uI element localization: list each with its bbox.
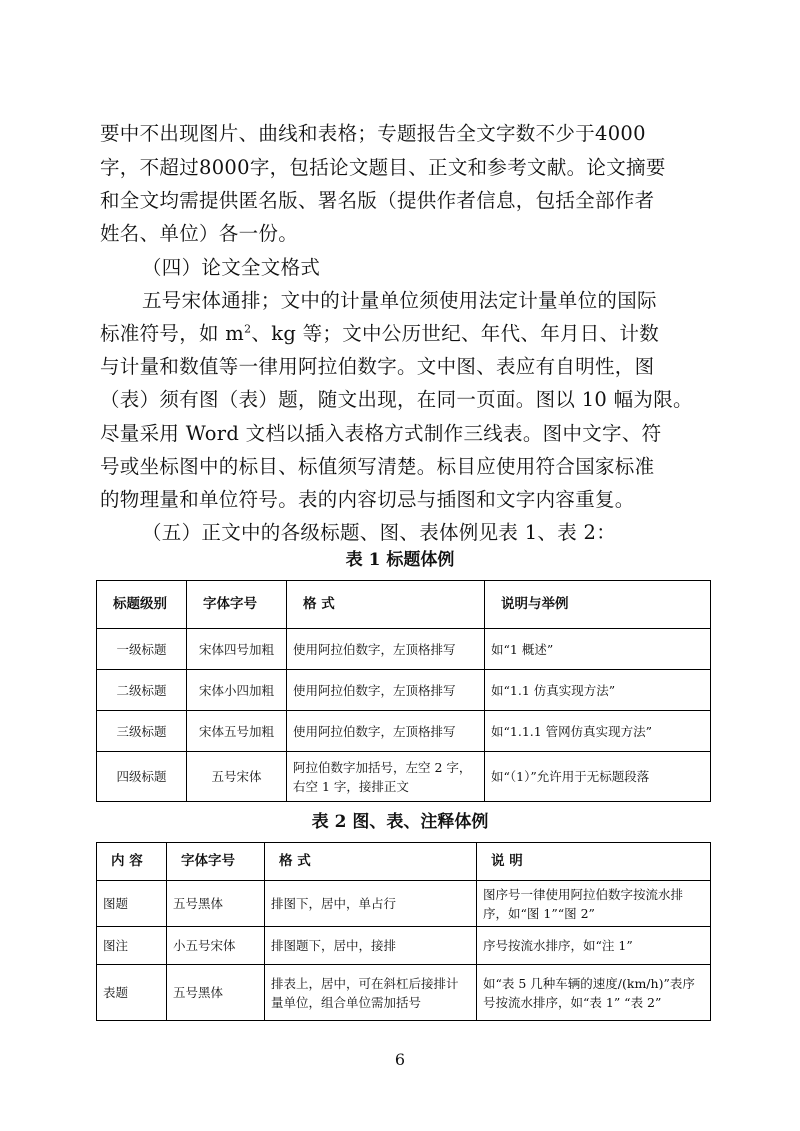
- table-cell: 如“（1）”允许用于无标题段落: [485, 752, 711, 802]
- table-header-cell: 格 式: [265, 843, 477, 881]
- table-cell: 小五号宋体: [167, 927, 265, 965]
- table-header-row: [97, 843, 711, 881]
- table-cell: 序号按流水排序，如“注 1”: [477, 927, 711, 965]
- body-text-line: 字，不超过8000字，包括论文题目、正文和参考文献。论文摘要: [100, 156, 666, 179]
- table-cell: 五号宋体: [187, 752, 287, 802]
- table-cell: 排图题下，居中，接排: [265, 927, 477, 965]
- table-cell: 五号黑体: [167, 965, 265, 1021]
- table-cell: 一级标题: [97, 629, 187, 670]
- table-row: [97, 752, 711, 802]
- table-cell: 如“1.1 仿真实现方法”: [485, 670, 711, 711]
- table-cell: 图题: [97, 881, 167, 927]
- table-row: [97, 670, 711, 711]
- table-cell: 宋体四号加粗: [187, 629, 287, 670]
- text-segment: 标准符号，如 m: [100, 322, 245, 345]
- body-text-line: [100, 324, 710, 344]
- body-text-line: （表）须有图（表）题，随文出现，在同一页面。图以 10 幅为限。: [100, 388, 693, 411]
- superscript: 2: [244, 322, 252, 336]
- body-text-line: 和全文均需提供匿名版、署名版（提供作者信息，包括全部作者: [100, 189, 655, 212]
- table-header-cell: 字体字号: [187, 581, 287, 629]
- table-cell: 五号黑体: [167, 881, 265, 927]
- table-cell: 阿拉伯数字加括号，左空 2 字，右空 1 字，接排正文: [287, 752, 485, 802]
- table-cell: 表题: [97, 965, 167, 1021]
- table-header-cell: 标题级别: [97, 581, 187, 629]
- table-row: [97, 965, 711, 1021]
- table-header-cell: 字体字号: [167, 843, 265, 881]
- table-cell: 使用阿拉伯数字，左顶格排写: [287, 670, 485, 711]
- body-text-line: 号或坐标图中的标目、标值须写清楚。标目应使用符合国家标准: [100, 455, 655, 478]
- table-cell: 宋体五号加粗: [187, 711, 287, 752]
- page-number: 6: [394, 1050, 406, 1069]
- table-header-cell: 内 容: [97, 843, 167, 881]
- table-cell: 图序号一律使用阿拉伯数字按流水排序，如“图 1”“图 2”: [477, 881, 711, 927]
- section-heading: （五）正文中的各级标题、图、表体例见表 1、表 2：: [142, 521, 617, 544]
- table-cell: 四级标题: [97, 752, 187, 802]
- table-cell: 使用阿拉伯数字，左顶格排写: [287, 711, 485, 752]
- table-header-cell: 格 式: [287, 581, 485, 629]
- table2-caption: 表 2 图、表、注释体例: [311, 812, 489, 832]
- body-text-line: 的物理量和单位符号。表的内容切忌与插图和文字内容重复。: [100, 488, 635, 511]
- table-cell: 如“1.1.1 管网仿真实现方法”: [485, 711, 711, 752]
- table-header-cell: 说 明: [477, 843, 711, 881]
- table2: [96, 842, 711, 1021]
- table1-caption: 表 1 标题体例: [345, 550, 455, 570]
- table-row: [97, 927, 711, 965]
- table-cell: 三级标题: [97, 711, 187, 752]
- table-header-row: [97, 581, 711, 629]
- text-segment: 、kg 等；文中公历世纪、年代、年月日、计数: [251, 322, 660, 345]
- body-text-line: 姓名、单位）各一份。: [100, 222, 299, 245]
- table-row: [97, 629, 711, 670]
- table-cell: 如“1 概述”: [485, 629, 711, 670]
- section-heading: （四）论文全文格式: [142, 256, 321, 279]
- body-text-line: 五号宋体通排；文中的计量单位须使用法定计量单位的国际: [142, 289, 657, 312]
- body-text-line: 尽量采用 Word 文档以插入表格方式制作三线表。图中文字、符: [100, 422, 662, 445]
- table-cell: 排表上，居中，可在斜杠后接排计量单位，组合单位需加括号: [265, 965, 477, 1021]
- table-cell: 排图下，居中，单占行: [265, 881, 477, 927]
- table-header-cell: 说明与举例: [485, 581, 711, 629]
- table-cell: 二级标题: [97, 670, 187, 711]
- table-cell: 如“表 5 几种车辆的速度/(km/h)”表序号按流水排序，如“表 1” “表 2”: [477, 965, 711, 1021]
- table-cell: 使用阿拉伯数字，左顶格排写: [287, 629, 485, 670]
- table-cell: 宋体小四加粗: [187, 670, 287, 711]
- table1: [96, 580, 711, 802]
- table-row: [97, 711, 711, 752]
- table-cell: 图注: [97, 927, 167, 965]
- table-row: [97, 881, 711, 927]
- body-text-line: 与计量和数值等一律用阿拉伯数字。文中图、表应有自明性，图: [100, 355, 655, 378]
- body-text-line: 要中不出现图片、曲线和表格；专题报告全文字数不少于4000: [100, 122, 646, 145]
